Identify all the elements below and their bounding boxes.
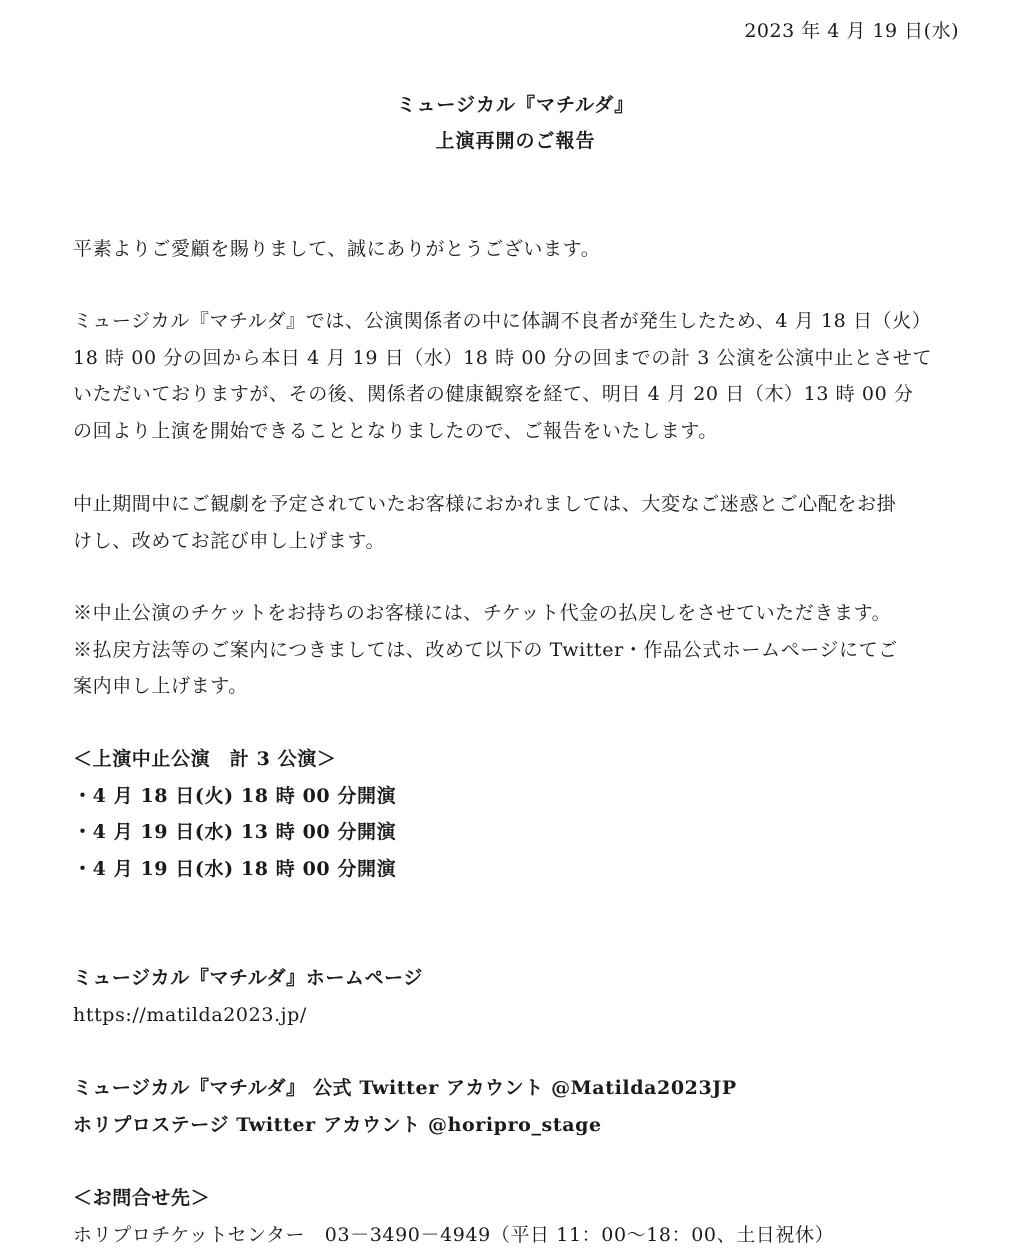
refund-line: 案内申し上げます。 [73,675,248,697]
document-date: 2023 年 4 月 19 日(水) [744,20,959,42]
cancelled-item: ・4 月 18 日(火) 18 時 00 分開演 [73,784,397,807]
homepage-section [73,960,965,1033]
resumption-line: 18 時 00 分の回から本日 4 月 19 日（水）18 時 00 分の回までの計 3 公演を公演中止とさせて [73,346,933,369]
apology-line: 中止期間中にご観劇を予定されていたお客様におかれましては、大変なご迷惑とご心配をお掛 [73,493,897,515]
contact-line: ホリプロチケットセンター 03－3490－4949（平日 11：00～18：00、土日祝休） [73,1223,835,1246]
resumption-line: ミュージカル『マチルダ』では、公演関係者の中に体調不良者が発生したため、4 月 18 日（火） [73,310,932,332]
title-line-1: ミュージカル『マチルダ』 [396,94,635,116]
homepage-label: ミュージカル『マチルダ』ホームページ [73,967,423,989]
twitter-section [73,1070,965,1143]
resumption-line: の回より上演を開始できることとなりましたので、ご報告をいたします。 [73,419,718,442]
twitter-horipro-account[interactable]: ホリプロステージ Twitter アカウント @horipro_stage [73,1113,602,1136]
apology-paragraph [73,486,965,559]
apology-line: けし、改めてお詫び申し上げます。 [73,529,386,552]
homepage-url[interactable]: https://matilda2023.jp/ [73,1003,307,1026]
title-line-2: 上演再開のご報告 [435,130,596,152]
twitter-official-account[interactable]: ミュージカル『マチルダ』 公式 Twitter アカウント @Matilda2023JP [73,1077,737,1099]
contact-heading: ＜お問合せ先＞ [73,1187,211,1209]
refund-line: ※中止公演のチケットをお持ちのお客様には、チケット代金の払戻しをさせていただきます。 [73,602,892,624]
cancelled-heading: ＜上演中止公演 計 3 公演＞ [73,748,337,770]
greeting-text: 平素よりご愛顧を賜りまして、誠にありがとうございます。 [73,238,601,260]
resumption-line: いただいておりますが、その後、関係者の健康観察を経て、明日 4 月 20 日（木）13 時 00 分 [73,383,914,405]
contact-section [73,1180,965,1253]
refund-paragraph [73,595,965,705]
cancelled-item: ・4 月 19 日(水) 13 時 00 分開演 [73,821,397,843]
resumption-paragraph [73,303,965,449]
greeting-paragraph [73,231,965,268]
cancelled-item: ・4 月 19 日(水) 18 時 00 分開演 [73,857,397,880]
cancelled-performances [73,741,965,887]
refund-line: ※払戻方法等のご案内につきましては、改めて以下の Twitter・作品公式ホームページにてご [73,638,898,661]
